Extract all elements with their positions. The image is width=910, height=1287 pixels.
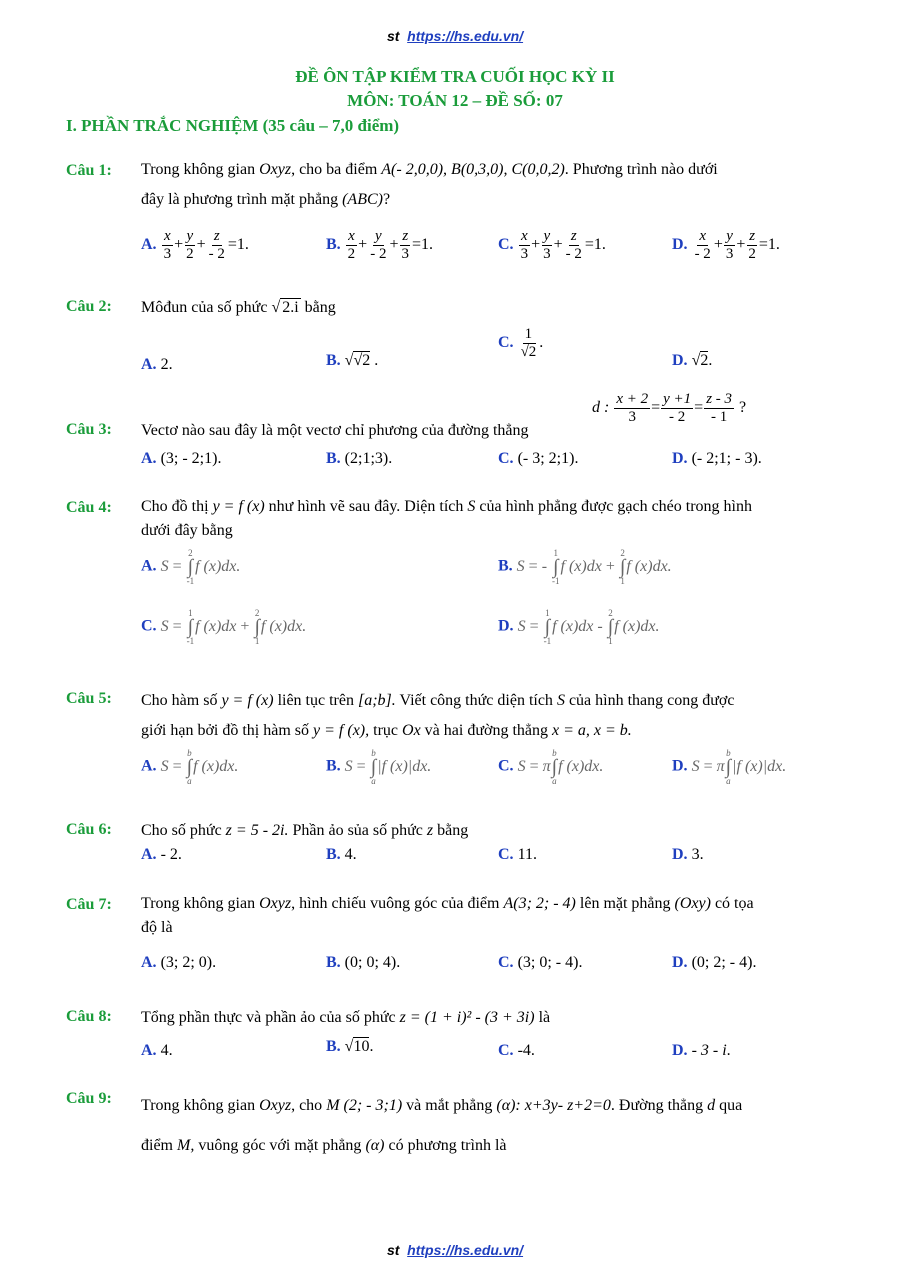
question-number: Câu 5: (66, 690, 112, 707)
exam-title: ĐỀ ÔN TẬP KIỂM TRA CUỐI HỌC KỲ II (295, 67, 615, 86)
footer-link[interactable]: https://hs.edu.vn/ (407, 1242, 524, 1258)
section-heading: I. PHẦN TRẮC NGHIỆM (35 câu – 7,0 điểm) (66, 116, 400, 135)
option-c[interactable]: C. S = 1 ∫ -1 f (x)dx + 2 ∫ 1 f (x)dx. (141, 608, 307, 646)
option-b[interactable]: B. √√2 . (326, 352, 379, 369)
option-b[interactable]: B. √10. (326, 1038, 374, 1055)
option-a[interactable]: A. (3; 2; 0). (141, 954, 217, 971)
option-d[interactable]: D. √2. (672, 352, 713, 369)
option-b[interactable]: B. $\frac{x}{2}$ + $\frac{y}{- 2}$ + $\frac{z}{3}$ =1. (326, 228, 434, 262)
option-b[interactable]: B. S = - 1 ∫ -1 f (x)dx + 2 ∫ 1 f (x)dx. (498, 548, 672, 586)
option-b[interactable]: B. S = b ∫ a |f (x)|dx. (326, 748, 432, 786)
question-text: Trong không gian Oxyz, cho ba điểm A(- 2,0,0), B(0,3,0), C(0,0,2). Phương trình nào dưới đây là phương trình mặt phẳng (ABC)? (141, 161, 718, 208)
option-c[interactable]: C. $\frac{1}{√2}$ . (498, 326, 544, 360)
option-d[interactable]: D. S = 1 ∫ -1 f (x)dx - 2 ∫ 1 f (x)dx. (498, 608, 660, 646)
question-text: Cho số phức z = 5 - 2i. Phần ảo sủa số phức z bằng (141, 822, 469, 839)
option-c[interactable]: C. -4. (498, 1042, 535, 1059)
question-number: Câu 6: (66, 821, 112, 838)
option-a[interactable]: A. - 2. (141, 846, 182, 863)
option-a[interactable]: A. 2. (141, 356, 173, 373)
question-text: Vectơ nào sau đây là một vectơ chỉ phương của đường thẳng (141, 422, 529, 439)
option-c[interactable]: C. S = π b ∫ a f (x)dx. (498, 748, 604, 786)
question-number: Câu 8: (66, 1008, 112, 1025)
option-a[interactable]: A. (3; - 2;1). (141, 450, 222, 467)
option-a[interactable]: A. $\frac{x}{3}$ + $\frac{y}{2}$ + $\frac{z}{- 2}$ =1. (141, 228, 249, 262)
question-text: Môđun của số phức √ 2.i bằng (141, 299, 336, 316)
option-d[interactable]: D. $\frac{x}{- 2}$ + $\frac{y}{3}$ + $\frac{z}{2}$ =1. (672, 228, 780, 262)
question-number: Câu 3: (66, 421, 112, 438)
option-b[interactable]: B. (0; 0; 4). (326, 954, 401, 971)
option-a[interactable]: A. S = 2 ∫ -1 f (x)dx. (141, 548, 241, 586)
option-c[interactable]: C. $\frac{x}{3}$ + $\frac{y}{3}$ + $\frac{z}{- 2}$ =1. (498, 228, 606, 262)
line-equation: d : $\frac{x + 2}{3}$ = $\frac{y +1}{- 2}$ = $\frac{z - 3}{- 1}$ ? (592, 391, 747, 425)
option-c[interactable]: C. (3; 0; - 4). (498, 954, 583, 971)
question-number: Câu 1: (66, 162, 112, 179)
option-a[interactable]: A. S = b ∫ a f (x)dx. (141, 748, 239, 786)
header-link[interactable]: https://hs.edu.vn/ (407, 28, 524, 44)
option-d[interactable]: D. 3. (672, 846, 704, 863)
option-b[interactable]: B. (2;1;3). (326, 450, 393, 467)
question-text: Cho đồ thị y = f (x) như hình vẽ sau đây. Diện tích S của hình phẳng được gạch chéo trong hình dưới đây bằng (141, 498, 752, 539)
option-d[interactable]: D. S = π b ∫ a |f (x)|dx. (672, 748, 787, 786)
question-text: Tổng phần thực và phần ảo của số phức z = (1 + i)² - (3 + 3i) là (141, 1009, 551, 1026)
option-c[interactable]: C. (- 3; 2;1). (498, 450, 579, 467)
question-text: Trong không gian Oxyz, cho M (2; - 3;1) và mắt phẳng (α): x+3y- z+2=0. Đường thẳng d qua điểm M, vuông góc với mặt phẳng (α) có phương trình là (141, 1097, 743, 1154)
question-number: Câu 2: (66, 298, 112, 315)
exam-subtitle: MÔN: TOÁN 12 – ĐỀ SỐ: 07 (347, 91, 563, 110)
option-d[interactable]: D. (0; 2; - 4). (672, 954, 757, 971)
footer-prefix: st (386, 1242, 400, 1258)
question-text: Trong không gian Oxyz, hình chiếu vuông góc của điểm A(3; 2; - 4) lên mặt phẳng (Oxy) có tọa độ là (141, 895, 754, 936)
option-d[interactable]: D. (- 2;1; - 3). (672, 450, 762, 467)
header-prefix: st (386, 28, 400, 44)
question-number: Câu 7: (66, 896, 112, 913)
page-footer (0, 1242, 910, 1258)
question-text: Cho hàm số y = f (x) liên tục trên [a;b]. Viết công thức diện tích S của hình thang cong được giới hạn bởi đồ thị hàm số y = f (x), trục Ox và hai đường thẳng x = a, x = b. (141, 692, 735, 739)
question-number: Câu 9: (66, 1090, 112, 1107)
question-number: Câu 4: (66, 499, 112, 516)
option-d[interactable]: D. - 3 - i. (672, 1042, 731, 1059)
option-a[interactable]: A. 4. (141, 1042, 173, 1059)
option-b[interactable]: B. 4. (326, 846, 357, 863)
option-c[interactable]: C. 11. (498, 846, 537, 863)
page-header (0, 28, 910, 44)
